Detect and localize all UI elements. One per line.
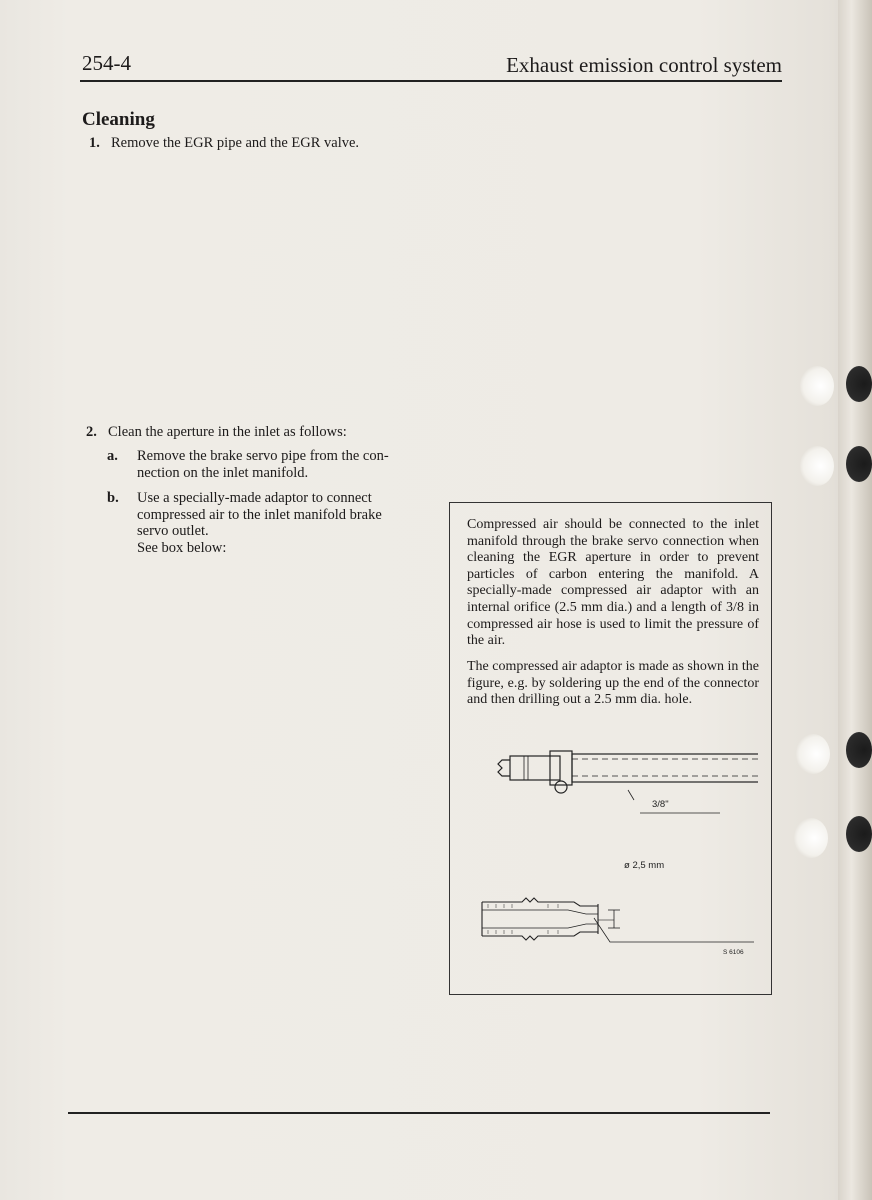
step-2 [86, 424, 347, 441]
footer-rule [68, 1112, 770, 1114]
binder-hole [796, 734, 830, 774]
info-box [449, 502, 772, 995]
binder-hole-shadow [846, 446, 872, 482]
step-text-line: Remove the brake servo pipe from the con- [137, 448, 389, 464]
substep-letter: a. [107, 448, 118, 464]
step-text-line: servo outlet. [137, 523, 209, 539]
adaptor-drawing-top [498, 751, 758, 800]
figure-code: S 6106 [723, 949, 744, 956]
binder-hole [794, 818, 828, 858]
info-paragraph: Compressed air should be connected to the inlet manifold through the brake servo connection when cleaning the EGR aperture in order to prevent particles of carbon entering the manifold. A specially-made compressed air adaptor with an internal orifice (2.5 mm dia.) and a length of 3/8 in compressed air hose is used to limit the pressure of the air. [467, 517, 759, 649]
binder-hole-shadow [846, 816, 872, 852]
adaptor-figure [468, 738, 758, 978]
cleaning-heading: Cleaning [82, 109, 155, 130]
header-rule [80, 80, 782, 82]
orifice-size-label: ø 2,5 mm [624, 860, 665, 871]
binder-hole-shadow [846, 732, 872, 768]
step-text-line: Use a specially-made adaptor to connect [137, 490, 372, 506]
step-1 [89, 135, 359, 152]
section-hatching [488, 904, 558, 934]
step-text-line: See box below: [137, 539, 227, 556]
binder-hole [800, 366, 834, 406]
adaptor-drawing-section [482, 898, 754, 942]
step-text-line: nection on the inlet manifold. [137, 464, 309, 481]
info-paragraph: The compressed air adaptor is made as shown in the figure, e.g. by soldering up the end of the connector and then drilling out a 2.5 mm dia. hole. [467, 659, 759, 708]
section-title: Exhaust emission control system [506, 53, 782, 77]
binder-hole [800, 446, 834, 486]
step-text: Clean the aperture in the inlet as follows: [108, 424, 347, 440]
hose-size-label: 3/8" [652, 799, 669, 810]
page-edge [838, 0, 872, 1200]
step-text-line: compressed air to the inlet manifold brake [137, 506, 382, 523]
binder-hole-shadow [846, 366, 872, 402]
step-number: 2. [86, 424, 97, 440]
step-text: Remove the EGR pipe and the EGR valve. [111, 135, 360, 151]
step-number: 1. [89, 135, 100, 151]
substep-letter: b. [107, 490, 119, 506]
page-number: 254-4 [82, 51, 131, 75]
